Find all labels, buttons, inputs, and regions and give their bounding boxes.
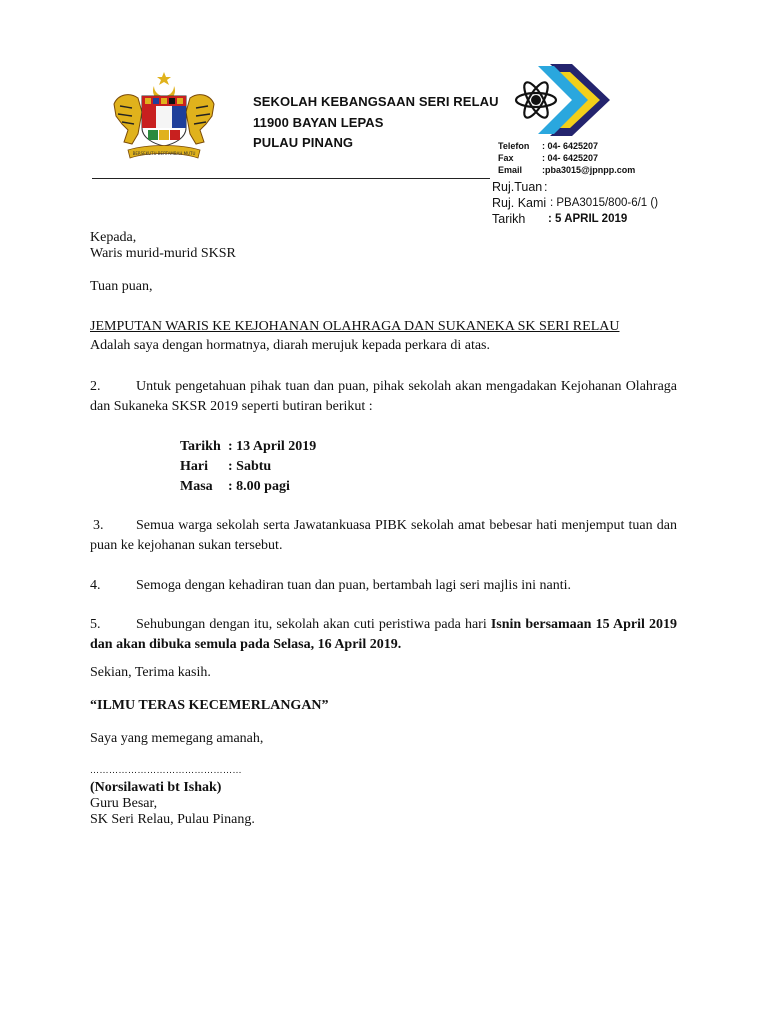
signatory-title: Guru Besar,	[90, 796, 158, 811]
contact-email-value[interactable]: :pba3015@jpnpp.com	[542, 165, 636, 175]
contact-fax-label: Fax	[498, 153, 514, 163]
coat-of-arms-logo	[108, 72, 220, 162]
detail-day-label: Hari	[180, 459, 208, 474]
contact-fax-value: : 04- 6425207	[542, 153, 599, 163]
school-state: PULAU PINANG	[253, 135, 354, 150]
signature-intro: Saya yang memegang amanah,	[90, 731, 264, 746]
closing: Sekian, Terima kasih.	[90, 665, 211, 680]
paragraph-3-number: 3.	[93, 518, 104, 533]
paragraph-5-plain: Sehubungan dengan itu, sekolah akan cuti peristiwa pada hari	[136, 617, 487, 632]
contact-phone-label: Telefon	[498, 141, 530, 151]
contact-fax	[498, 153, 658, 165]
contact-email	[498, 165, 658, 177]
letter-subject: JEMPUTAN WARIS KE KEJOHANAN OLAHRAGA DAN SUKANEKA SK SERI RELAU	[90, 319, 620, 334]
detail-day	[180, 457, 271, 477]
ref-your-reference-value: :	[544, 180, 548, 194]
recipient-name: Waris murid-murid SKSR	[90, 246, 236, 261]
detail-day-value: : Sabtu	[228, 459, 272, 474]
ref-date-value: : 5 APRIL 2019	[548, 213, 628, 225]
detail-time-value: : 8.00 pagi	[228, 479, 290, 494]
salutation: Tuan puan,	[90, 279, 153, 294]
detail-date-value: : 13 April 2019	[228, 439, 317, 454]
signatory-name: (Norsilawati bt Ishak)	[90, 780, 222, 795]
header-divider	[92, 178, 490, 179]
ref-our-reference-value: : PBA3015/800-6/1 ()	[550, 197, 659, 209]
paragraph-3-text: Semua warga sekolah serta Jawatankuasa PIBK sekolah amat bebesar hati menjemput tuan dan puan ke kejohanan sukan tersebut.	[90, 518, 677, 553]
paragraph-5-bold: Isnin bersamaan 15 April 2019 dan akan dibuka semula pada Selasa, 16 April 2019.	[90, 617, 677, 652]
education-department-logo	[510, 60, 615, 138]
school-postcode-city: 11900 BAYAN LEPAS	[253, 115, 384, 130]
signature-line: …………………………………………	[90, 765, 242, 775]
paragraph-5-number: 5.	[90, 617, 101, 632]
ref-date	[492, 212, 628, 226]
recipient-to: Kepada,	[90, 230, 137, 245]
detail-time-label: Masa	[180, 479, 213, 494]
school-motto: “ILMU TERAS KECEMERLANGAN”	[90, 698, 329, 713]
paragraph-1: Adalah saya dengan hormatnya, diarah merujuk kepada perkara di atas.	[90, 338, 490, 353]
detail-date	[180, 437, 316, 457]
paragraph-4-number: 4.	[90, 578, 101, 593]
contact-phone	[498, 141, 658, 153]
contact-phone-value: : 04- 6425207	[542, 141, 599, 151]
ref-our-reference-label: Ruj. Kami	[492, 196, 547, 210]
ref-our-reference	[492, 196, 659, 210]
ref-date-label: Tarikh	[492, 212, 526, 226]
ref-your-reference-label: Ruj.Tuan	[492, 180, 543, 194]
crest-motto: BERSEKUTU BERTAMBAH MUTU	[132, 151, 196, 156]
paragraph-5-text	[90, 615, 677, 655]
signatory-school: SK Seri Relau, Pulau Pinang.	[90, 812, 255, 827]
paragraph-2-text: Untuk pengetahuan pihak tuan dan puan, pihak sekolah akan mengadakan Kejohanan Olahraga dan Sukaneka SKSR 2019 seperti butiran berikut :	[90, 379, 677, 414]
paragraph-4-text: Semoga dengan kehadiran tuan dan puan, bertambah lagi seri majlis ini nanti.	[136, 578, 572, 593]
detail-date-label: Tarikh	[180, 439, 221, 454]
contact-email-label: Email	[498, 165, 523, 175]
paragraph-2-number: 2.	[90, 379, 101, 394]
detail-time	[180, 477, 290, 497]
ref-your-reference	[492, 180, 548, 194]
school-name: SEKOLAH KEBANGSAAN SERI RELAU	[253, 94, 499, 109]
